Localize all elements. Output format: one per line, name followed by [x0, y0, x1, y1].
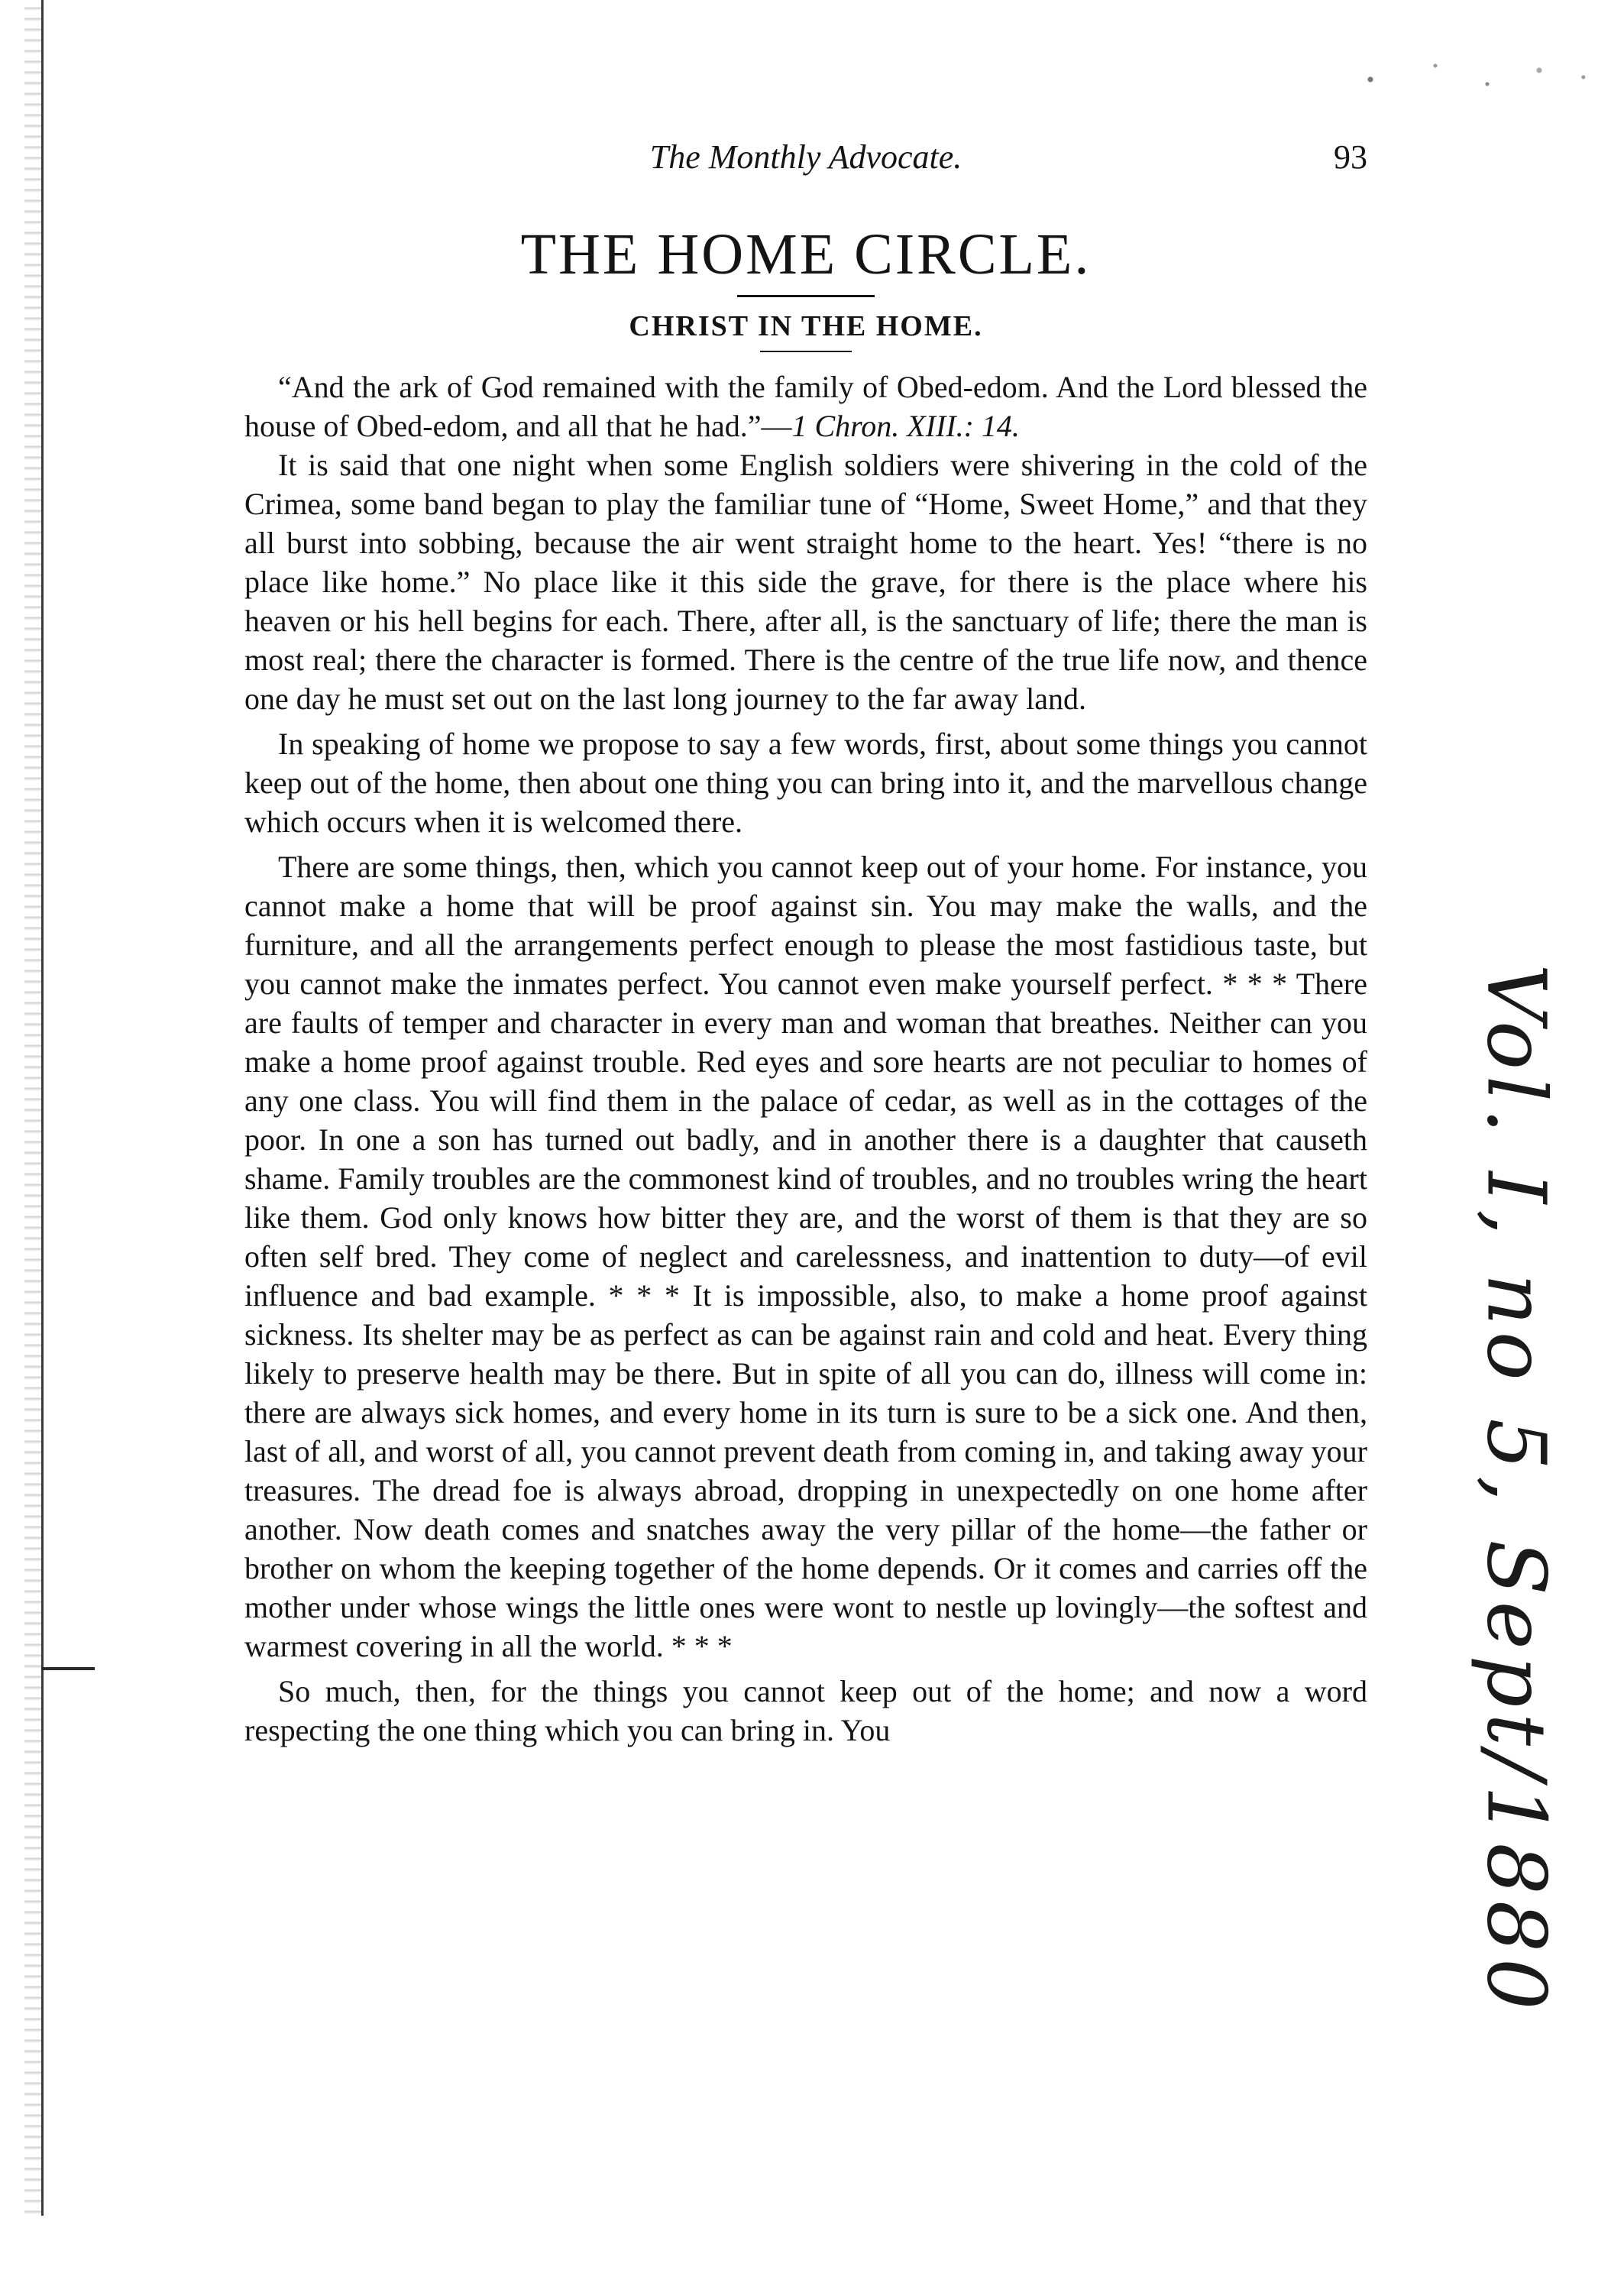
- paragraph-3: There are some things, then, which you cannot keep out of your home. For instance, you cannot make a home that will be proof against sin. You may make the walls, and the furniture, and all the arrangements perfect enough to please the most fastidious taste, but you cannot make the inmates perfect. You cannot even make yourself perfect. * * * There are faults of temper and character in every man and woman that breathes. Neither can you make a home proof against trouble. Red eyes and sore hearts are not peculiar to homes of any one class. You will find them in the palace of cedar, as well as in the cottages of the poor. In one a son has turned out badly, and in another there is a daughter that causeth shame. Family troubles are the commonest kind of troubles, and no troubles wring the heart like them. God only knows how bitter they are, and the worst of them is that they are so often self bred. They come of neglect and carelessness, and inattention to duty—of evil influence and bad example. * * * It is impossible, also, to make a home proof against sickness. Its shelter may be as perfect as can be against rain and cold and heat. Every thing likely to preserve health may be there. But in spite of all you can do, illness will come in: there are always sick homes, and every home in its turn is sure to be a sick one. And then, last of all, and worst of all, you cannot prevent death from coming in, and taking away your treasures. The dread foe is always abroad, dropping in unexpectedly on one home after another. Now death comes and snatches away the very pillar of the home—the father or brother on whom the keeping together of the home depends. Or it comes and carries off the mother under whose wings the little ones were wont to nestle up lovingly—the softest and warmest covering in all the world. * * *: [244, 849, 1367, 1663]
- annotation-text: Vol. I, no 5, Sept/1880: [1469, 963, 1564, 2016]
- article-body: [244, 368, 1367, 1750]
- paragraph-1: It is said that one night when some English soldiers were shivering in the cold of the Crimea, some band began to play the familiar tune of “Home, Sweet Home,” and that they all burst into sobbing, because the air went straight home to the heart. Yes! “there is no place like home.” No place like it this side the grave, for there is the place where his heaven or his hell begins for each. There, after all, is the sanctuary of life; there the man is most real; there the character is formed. There is the centre of the true life now, and thence one day he must set out on the last long journey to the far away land.: [244, 447, 1367, 716]
- page-content: [244, 138, 1367, 1750]
- paragraph-2: In speaking of home we propose to say a few words, first, about some things you cannot keep out of the home, then about one thing you can bring into it, and the marvellous change which occurs when it is welcomed there.: [244, 726, 1367, 839]
- binding-mark: [41, 1667, 95, 1670]
- paragraph-4: So much, then, for the things you cannot keep out of the home; and now a word respecting the one thing which you can bring in. You: [244, 1673, 1367, 1747]
- running-title: The Monthly Advocate.: [649, 138, 962, 176]
- article-subtitle: CHRIST IN THE HOME.: [629, 309, 983, 342]
- title-rule: [737, 295, 875, 297]
- running-header: [244, 138, 1367, 183]
- epigraph-text: “And the ark of God remained with the family of Obed-edom. And the Lord blessed the house of Obed-edom, and all that he had.”—: [244, 369, 1367, 443]
- epigraph: [244, 368, 1367, 445]
- binding-edge: [24, 0, 44, 2216]
- epigraph-citation: 1 Chron. XIII.: 14.: [791, 408, 1020, 443]
- subtitle-rule: [760, 351, 852, 352]
- paper-specks: [1344, 52, 1604, 98]
- handwritten-annotation: [1440, 963, 1593, 2016]
- page-number: 93: [1334, 138, 1367, 176]
- section-title: THE HOME CIRCLE.: [520, 222, 1092, 287]
